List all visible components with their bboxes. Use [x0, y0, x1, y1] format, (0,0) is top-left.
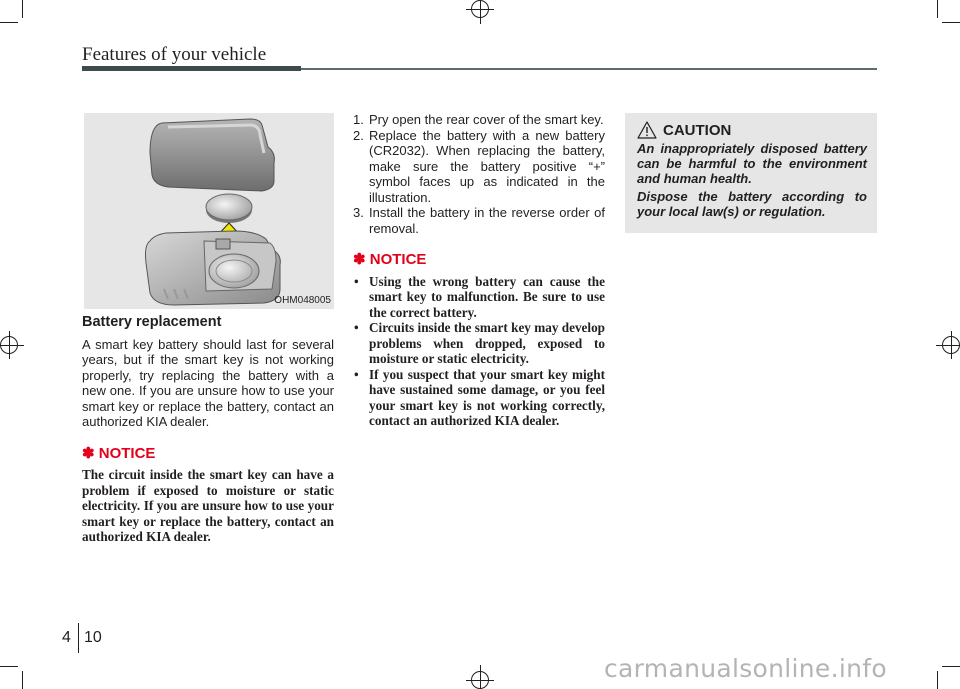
warning-triangle-icon	[637, 121, 657, 139]
replacement-steps	[353, 112, 605, 236]
middle-column	[353, 112, 605, 429]
section-number: 4	[62, 629, 71, 646]
notice-heading: ✽ NOTICE	[353, 251, 427, 268]
caution-box	[625, 113, 877, 233]
list-item: • If you suspect that your smart key might have sustained some damage, or you feel your smart key is not working correctly, contact an authorized KIA dealer.	[354, 366, 605, 428]
registration-mark	[466, 680, 494, 681]
figure-code: OHM048005	[274, 295, 331, 306]
battery-replacement-heading: Battery replacement	[82, 314, 222, 330]
battery-replacement-illustration	[84, 113, 334, 309]
caution-text: An inappropriately disposed battery can be harmful to the environment and human health.	[637, 141, 867, 186]
registration-mark	[466, 9, 494, 10]
header-rule	[301, 68, 877, 70]
registration-mark	[480, 665, 481, 689]
crop-mark	[22, 671, 23, 689]
caution-text: Dispose the battery according to your local law(s) or regulation.	[637, 189, 867, 219]
left-column	[82, 315, 334, 545]
page-header-title: Features of your vehicle	[82, 44, 267, 65]
crop-mark	[0, 666, 18, 667]
list-item: • Using the wrong battery can cause the smart key to malfunction. Be sure to use the correct battery.	[354, 273, 605, 320]
notice-text: The circuit inside the smart key can have a problem if exposed to moisture or static electricity. If you are unsure how to use your smart key or replace the battery, contact an authorized KIA dealer.	[82, 467, 334, 544]
crop-mark	[0, 22, 18, 23]
list-item: 3. Install the battery in the reverse order of removal.	[353, 205, 605, 236]
battery-replacement-text: A smart key battery should last for several years, but if the smart key is not working properly, try replacing the battery with a new one. If you are unsure how to use your smart key or replace the battery, contact an authorized KIA dealer.	[82, 336, 334, 429]
crop-mark	[22, 0, 23, 18]
registration-mark	[936, 345, 960, 346]
list-item: 1. Pry open the rear cover of the smart key.	[353, 112, 604, 127]
registration-mark	[0, 345, 24, 346]
registration-mark	[9, 331, 10, 359]
caution-heading: CAUTION	[663, 121, 732, 139]
registration-mark	[480, 0, 481, 24]
crop-mark	[942, 666, 960, 667]
notice-heading: ✽ NOTICE	[82, 444, 156, 462]
notice-list	[353, 274, 605, 429]
registration-mark	[951, 331, 952, 359]
list-item: 2. Replace the battery with a new battery (CR2032). When replacing the battery, make sure the battery positive “+” symbol faces up as indicated in the illustration.	[353, 127, 605, 205]
header-rule	[82, 66, 301, 71]
crop-mark	[942, 22, 960, 23]
watermark: carmanualsonline.info	[604, 654, 887, 683]
page-number: 10	[84, 629, 102, 646]
crop-mark	[937, 671, 938, 689]
footer-divider	[78, 623, 79, 653]
smart-key-battery-icon	[84, 113, 334, 309]
crop-mark	[937, 0, 938, 18]
list-item: • Circuits inside the smart key may develop problems when dropped, exposed to moisture or static electricity.	[354, 320, 605, 366]
